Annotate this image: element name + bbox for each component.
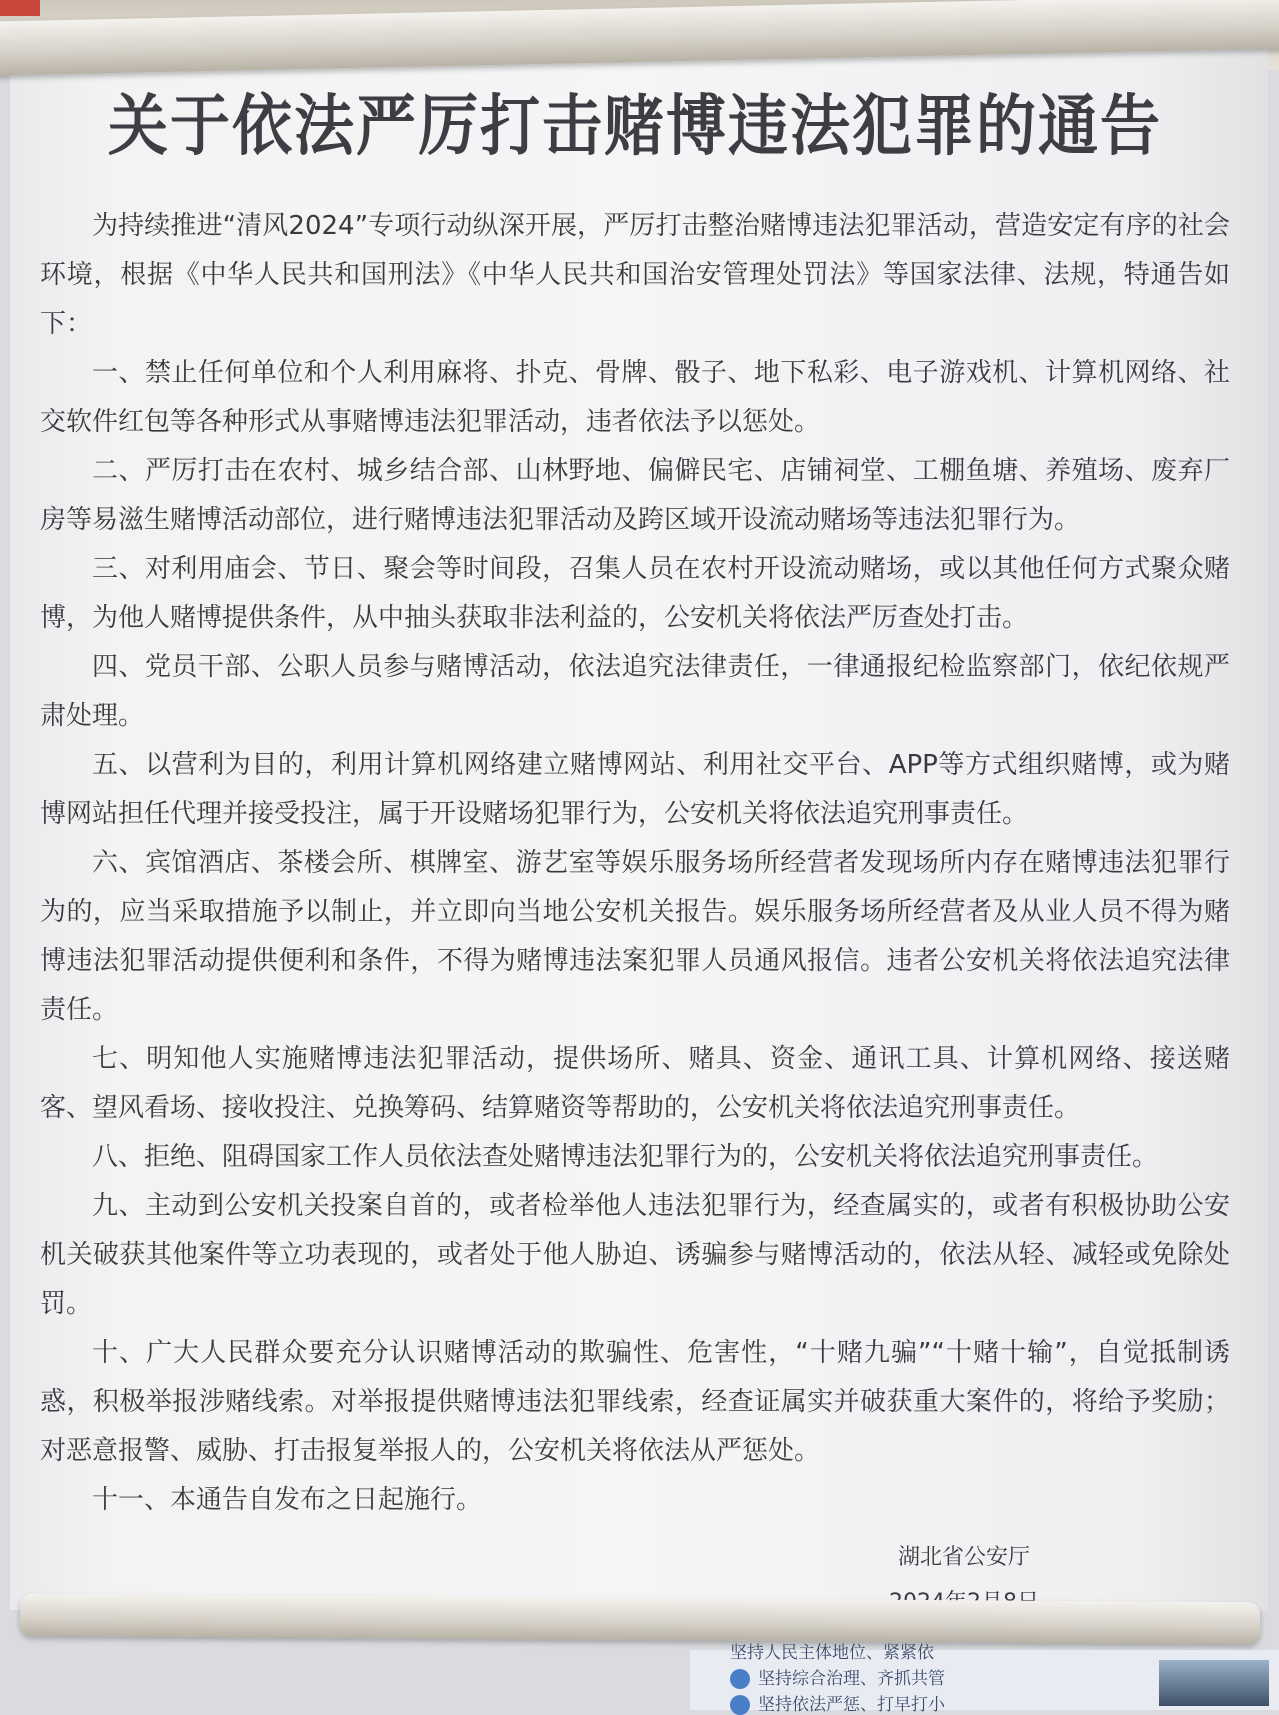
notice-item-8: 八、拒绝、阻碍国家工作人员依法查处赌博违法犯罪行为的，公安机关将依法追究刑事责任。 xyxy=(92,1142,1159,1172)
notice-item-9: 九、主动到公安机关投案自首的，或者检举他人违法犯罪行为，经查属实的，或者有积极协助公安机关破获其他案件等立功表现的，或者处于他人胁迫、诱骗参与赌博活动的，依法从轻、减轻或免除处罚。 xyxy=(40,1191,1230,1319)
poster-line-3-text: 坚持依法严惩、打早打小 xyxy=(758,1695,945,1715)
poster-line-1: 坚持人民主体地位、紧紧依 xyxy=(730,1643,934,1663)
circle-icon xyxy=(730,1669,750,1689)
notice-item-10: 十、广大人民群众要充分认识赌博活动的欺骗性、危害性，“十赌九骗”“十赌十输”，自觉抵制诱惑，积极举报涉赌线索。对举报提供赌博违法犯罪线索，经查证属实并破获重大案件的，将给予奖励；对恶意报警、威胁、打击报复举报人的，公安机关将依法从严惩处。 xyxy=(40,1338,1230,1466)
notice-item-5: 五、以营利为目的，利用计算机网络建立赌博网站、利用社交平台、APP等方式组织赌博，或为赌博网站担任代理并接受投注，属于开设赌场犯罪行为，公安机关将依法追究刑事责任。 xyxy=(40,750,1230,829)
notice-intro: 为持续推进“清风2024”专项行动纵深开展，严厉打击整治赌博违法犯罪活动，营造安定有序的社会环境，根据《中华人民共和国刑法》《中华人民共和国治安管理处罚法》等国家法律、法规，特通告如下： xyxy=(40,211,1230,339)
red-paper-corner xyxy=(0,0,40,16)
notice-item-1: 一、禁止任何单位和个人利用麻将、扑克、骨牌、骰子、地下私彩、电子游戏机、计算机网络、社交软件红包等各种形式从事赌博违法犯罪活动，违者依法予以惩处。 xyxy=(40,358,1230,437)
issuer: 湖北省公安厅 xyxy=(898,1545,1031,1570)
notice-body xyxy=(40,78,1230,1525)
poster-line-3 xyxy=(730,1690,945,1715)
notice-item-3: 三、对利用庙会、节日、聚会等时间段，召集人员在农村开设流动赌场，或以其他任何方式聚众赌博，为他人赌博提供条件，从中抽头获取非法利益的，公安机关将依法严厉查处打击。 xyxy=(40,554,1230,633)
circle-icon xyxy=(730,1695,750,1715)
scroll-rod-bottom xyxy=(20,1594,1260,1645)
poster-line-2-text: 坚持综合治理、齐抓共管 xyxy=(758,1669,945,1689)
poster-line-2 xyxy=(730,1664,945,1689)
notice-item-11: 十一、本通告自发布之日起施行。 xyxy=(92,1485,483,1515)
poster-photo xyxy=(1159,1660,1269,1706)
notice-item-2: 二、严厉打击在农村、城乡结合部、山林野地、偏僻民宅、店铺祠堂、工棚鱼塘、养殖场、废弃厂房等易滋生赌博活动部位，进行赌博违法犯罪活动及跨区域开设流动赌场等违法犯罪行为。 xyxy=(40,456,1230,535)
notice-item-7: 七、明知他人实施赌博违法犯罪活动，提供场所、赌具、资金、通讯工具、计算机网络、接送赌客、望风看场、接收投注、兑换筹码、结算赌资等帮助的，公安机关将依法追究刑事责任。 xyxy=(40,1044,1230,1123)
notice-item-4: 四、党员干部、公职人员参与赌博活动，依法追究法律责任，一律通报纪检监察部门，依纪依规严肃处理。 xyxy=(40,652,1230,731)
notice-title: 关于依法严厉打击赌博违法犯罪的通告 xyxy=(108,88,1162,165)
notice-item-6: 六、宾馆酒店、茶楼会所、棋牌室、游艺室等娱乐服务场所经营者发现场所内存在赌博违法犯罪行为的，应当采取措施予以制止，并立即向当地公安机关报告。娱乐服务场所经营者及从业人员不得为赌博违法犯罪活动提供便利和条件，不得为赌博违法案犯罪人员通风报信。违者公安机关将依法追究法律责任。 xyxy=(40,848,1230,1025)
